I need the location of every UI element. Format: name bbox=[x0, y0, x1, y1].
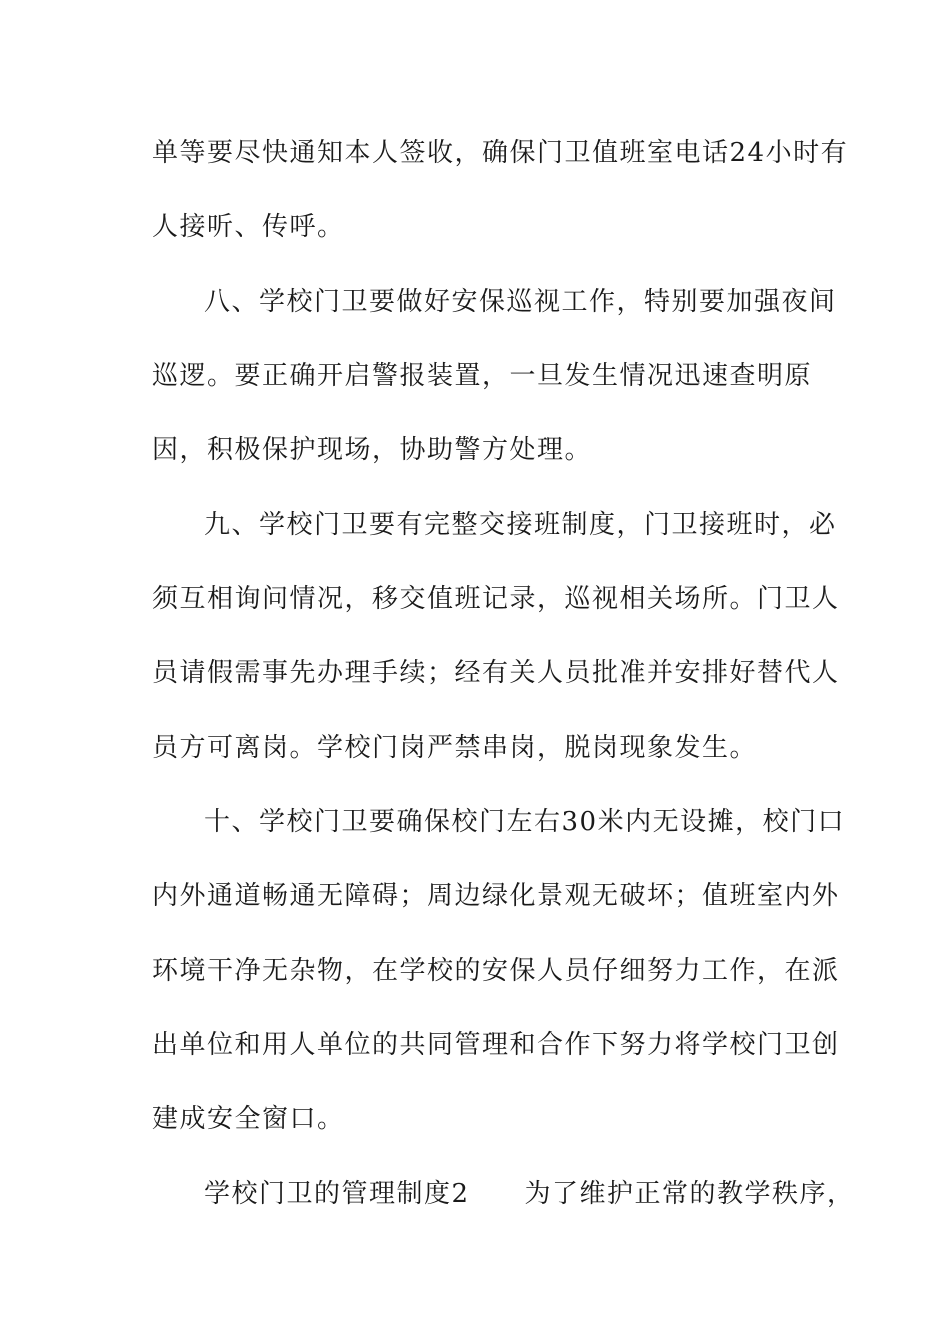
text-line: 巡逻。要正确开启警报装置，一旦发生情况迅速查明原 bbox=[152, 361, 813, 391]
text-line: 环境干净无杂物，在学校的安保人员仔细努力工作，在派 bbox=[152, 956, 840, 986]
text-line: 内外通道畅通无障碍；周边绿化景观无破坏；值班室内外 bbox=[152, 881, 840, 911]
text-line: 员请假需事先办理手续；经有关人员批准并安排好替代人 bbox=[152, 658, 840, 688]
text-line: 出单位和用人单位的共同管理和合作下努力将学校门卫创 bbox=[152, 1030, 840, 1060]
text-line: 员方可离岗。学校门岗严禁串岗，脱岗现象发生。 bbox=[152, 733, 758, 763]
section-heading: 学校门卫的管理制度2 为了维护正常的教学秩序， bbox=[204, 1179, 855, 1209]
paragraph-9-start: 九、学校门卫要有完整交接班制度，门卫接班时，必 bbox=[204, 510, 837, 540]
text-line: 单等要尽快通知本人签收，确保门卫值班室电话24小时有 bbox=[152, 138, 849, 168]
text-line: 建成安全窗口。 bbox=[152, 1104, 345, 1134]
text-line: 人接听、传呼。 bbox=[152, 212, 345, 242]
text-line: 须互相询问情况，移交值班记录，巡视相关场所。门卫人 bbox=[152, 584, 840, 614]
paragraph-8-start: 八、学校门卫要做好安保巡视工作，特别要加强夜间 bbox=[204, 287, 837, 317]
text-line: 因，积极保护现场，协助警方处理。 bbox=[152, 435, 593, 465]
paragraph-10-start: 十、学校门卫要确保校门左右30米内无设摊，校门口 bbox=[204, 807, 846, 837]
